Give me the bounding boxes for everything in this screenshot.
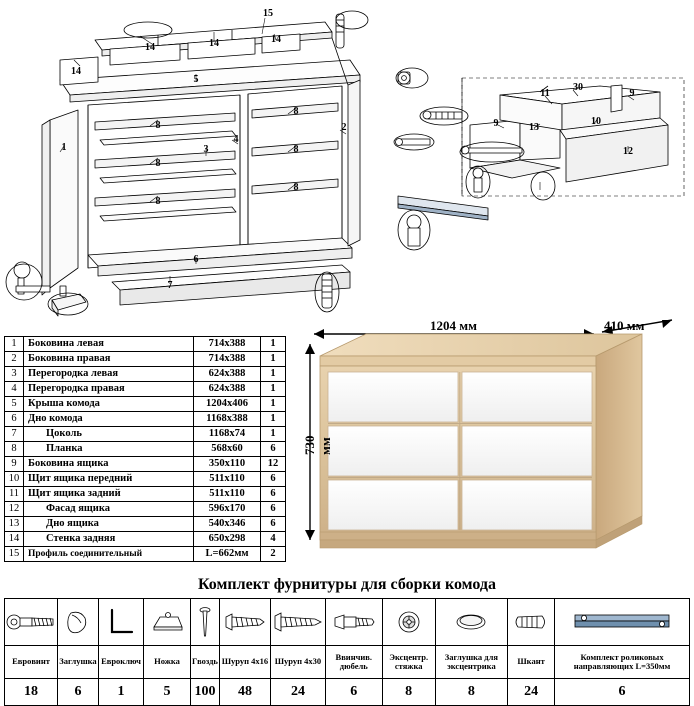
callout-14-c: 14 [209, 38, 219, 49]
table-row [5, 427, 286, 442]
hardware-count-1: 6 [58, 679, 99, 706]
parts-list-table [4, 336, 286, 562]
hardware-name-7: Ввинчив. дюбель [325, 646, 382, 679]
hardware-count-9: 8 [435, 679, 507, 706]
table-row [5, 532, 286, 547]
hardware-cell-nail [191, 599, 220, 646]
part-number: 8 [5, 442, 24, 457]
part-number: 14 [5, 532, 24, 547]
callout-13: 13 [529, 122, 539, 133]
hardware-name-2: Евроключ [99, 646, 144, 679]
hardware-count-4: 100 [191, 679, 220, 706]
hardware-cell-cam-cap [435, 599, 507, 646]
part-dim: 568х60 [194, 442, 261, 457]
part-qty: 2 [261, 547, 286, 562]
part-qty: 6 [261, 472, 286, 487]
hardware-count-2: 1 [99, 679, 144, 706]
part-dim: 624х388 [194, 367, 261, 382]
callout-9-a: 9 [493, 118, 499, 129]
callout-8-d: 8 [293, 106, 299, 117]
part-qty: 4 [261, 532, 286, 547]
callout-8-c: 8 [155, 196, 161, 207]
callout-14-d: 14 [271, 34, 281, 45]
part-number: 3 [5, 367, 24, 382]
callout-5: 5 [193, 74, 199, 85]
part-dim: 624х388 [194, 382, 261, 397]
part-name: Дно ящика [24, 517, 194, 532]
part-qty: 6 [261, 517, 286, 532]
table-row [5, 472, 286, 487]
callout-12: 12 [623, 146, 633, 157]
callout-6: 6 [193, 254, 199, 265]
callout-8-a: 8 [155, 120, 161, 131]
part-name: Дно комода [24, 412, 194, 427]
hardware-name-10: Шкант [508, 646, 555, 679]
part-dim: 596х170 [194, 502, 261, 517]
hardware-name-3: Ножка [144, 646, 191, 679]
table-row [5, 337, 286, 352]
hardware-name-4: Гвоздь [191, 646, 220, 679]
table-row [5, 457, 286, 472]
callout-11: 11 [540, 88, 550, 99]
product-illustration [296, 318, 690, 568]
callout-15: 15 [263, 8, 273, 19]
callout-30: 30 [573, 82, 583, 93]
depth-dimension-label: 410 мм [604, 318, 645, 333]
hardware-cell-screw-in-dowel [325, 599, 382, 646]
table-row [5, 517, 286, 532]
part-qty: 6 [261, 502, 286, 517]
hardware-name-8: Эксцентр. стяжка [382, 646, 435, 679]
part-name: Цоколь [24, 427, 194, 442]
part-qty: 6 [261, 442, 286, 457]
hardware-name-6: Шуруп 4х30 [270, 646, 325, 679]
part-qty: 6 [261, 487, 286, 502]
callout-8-f: 8 [293, 182, 299, 193]
hardware-count-0: 18 [5, 679, 58, 706]
table-row [5, 382, 286, 397]
part-qty: 1 [261, 427, 286, 442]
hardware-name-0: Еврoвинт [5, 646, 58, 679]
hardware-cell-euro-screw [5, 599, 58, 646]
part-qty: 1 [261, 352, 286, 367]
hardware-cell-euro-key [99, 599, 144, 646]
part-qty: 1 [261, 337, 286, 352]
table-row [5, 412, 286, 427]
part-number: 9 [5, 457, 24, 472]
part-name: Фасад ящика [24, 502, 194, 517]
part-name: Перегородка правая [24, 382, 194, 397]
part-qty: 12 [261, 457, 286, 472]
part-dim: 1168х388 [194, 412, 261, 427]
part-number: 7 [5, 427, 24, 442]
part-dim: 350х110 [194, 457, 261, 472]
table-row [5, 547, 286, 562]
part-number: 1 [5, 337, 24, 352]
part-dim: L=662мм [194, 547, 261, 562]
part-number: 11 [5, 487, 24, 502]
part-number: 4 [5, 382, 24, 397]
part-dim: 1168х74 [194, 427, 261, 442]
hardware-name-1: Заглушка [58, 646, 99, 679]
hardware-count-6: 24 [270, 679, 325, 706]
height-dimension-label: 730 мм [302, 435, 333, 455]
width-dimension-label: 1204 мм [430, 318, 477, 333]
hardware-cell-foot [144, 599, 191, 646]
part-number: 13 [5, 517, 24, 532]
hardware-cell-cam-lock [382, 599, 435, 646]
part-number: 6 [5, 412, 24, 427]
hardware-cell-drawer-slide [555, 599, 690, 646]
part-name: Планка [24, 442, 194, 457]
part-number: 10 [5, 472, 24, 487]
part-qty: 1 [261, 367, 286, 382]
hardware-icon-row [5, 599, 690, 646]
part-dim: 511х110 [194, 487, 261, 502]
part-dim: 540х346 [194, 517, 261, 532]
part-number: 15 [5, 547, 24, 562]
callout-1: 1 [61, 142, 67, 153]
hardware-name-9: Заглушка для эксцентрика [435, 646, 507, 679]
callout-8-e: 8 [293, 144, 299, 155]
callout-9-b: 9 [629, 88, 635, 99]
part-dim: 714х388 [194, 352, 261, 367]
hardware-cell-screw-4x30 [270, 599, 325, 646]
hardware-count-7: 6 [325, 679, 382, 706]
part-name: Стенка задняя [24, 532, 194, 547]
hardware-name-11: Комплект роликовых направляющих L=350мм [555, 646, 690, 679]
hardware-count-row [5, 679, 690, 706]
callout-4: 4 [233, 134, 239, 145]
part-dim: 1204х406 [194, 397, 261, 412]
part-number: 5 [5, 397, 24, 412]
hardware-kit-table [4, 598, 690, 706]
hardware-cell-screw-4x16 [219, 599, 270, 646]
part-dim: 511х110 [194, 472, 261, 487]
table-row [5, 442, 286, 457]
part-name: Боковина ящика [24, 457, 194, 472]
part-name: Профиль соединительный [24, 547, 194, 562]
callout-3: 3 [203, 144, 209, 155]
hardware-cell-cap [58, 599, 99, 646]
table-row [5, 367, 286, 382]
part-qty: 1 [261, 397, 286, 412]
part-dim: 714х388 [194, 337, 261, 352]
callout-10: 10 [591, 116, 601, 127]
hardware-count-5: 48 [219, 679, 270, 706]
table-row [5, 502, 286, 517]
callout-14-a: 14 [71, 66, 81, 77]
part-name: Крыша комода [24, 397, 194, 412]
part-dim: 650х298 [194, 532, 261, 547]
hardware-section-title: Комплект фурнитуры для сборки комода [198, 576, 496, 593]
part-number: 12 [5, 502, 24, 517]
table-row [5, 487, 286, 502]
callout-14-b: 14 [145, 42, 155, 53]
callout-2: 2 [341, 122, 347, 133]
hardware-count-10: 24 [508, 679, 555, 706]
hardware-name-row [5, 646, 690, 679]
hardware-cell-dowel [508, 599, 555, 646]
hardware-name-5: Шуруп 4х16 [219, 646, 270, 679]
callout-8-b: 8 [155, 158, 161, 169]
part-number: 2 [5, 352, 24, 367]
part-name: Боковина левая [24, 337, 194, 352]
part-qty: 1 [261, 412, 286, 427]
part-name: Щит ящика задний [24, 487, 194, 502]
hardware-count-8: 8 [382, 679, 435, 706]
exploded-assembly-diagram [0, 0, 694, 320]
callout-7: 7 [167, 280, 173, 291]
hardware-count-11: 6 [555, 679, 690, 706]
part-name: Перегородка левая [24, 367, 194, 382]
hardware-count-3: 5 [144, 679, 191, 706]
part-name: Боковина правая [24, 352, 194, 367]
table-row [5, 352, 286, 367]
part-name: Щит ящика передний [24, 472, 194, 487]
part-qty: 1 [261, 382, 286, 397]
table-row [5, 397, 286, 412]
